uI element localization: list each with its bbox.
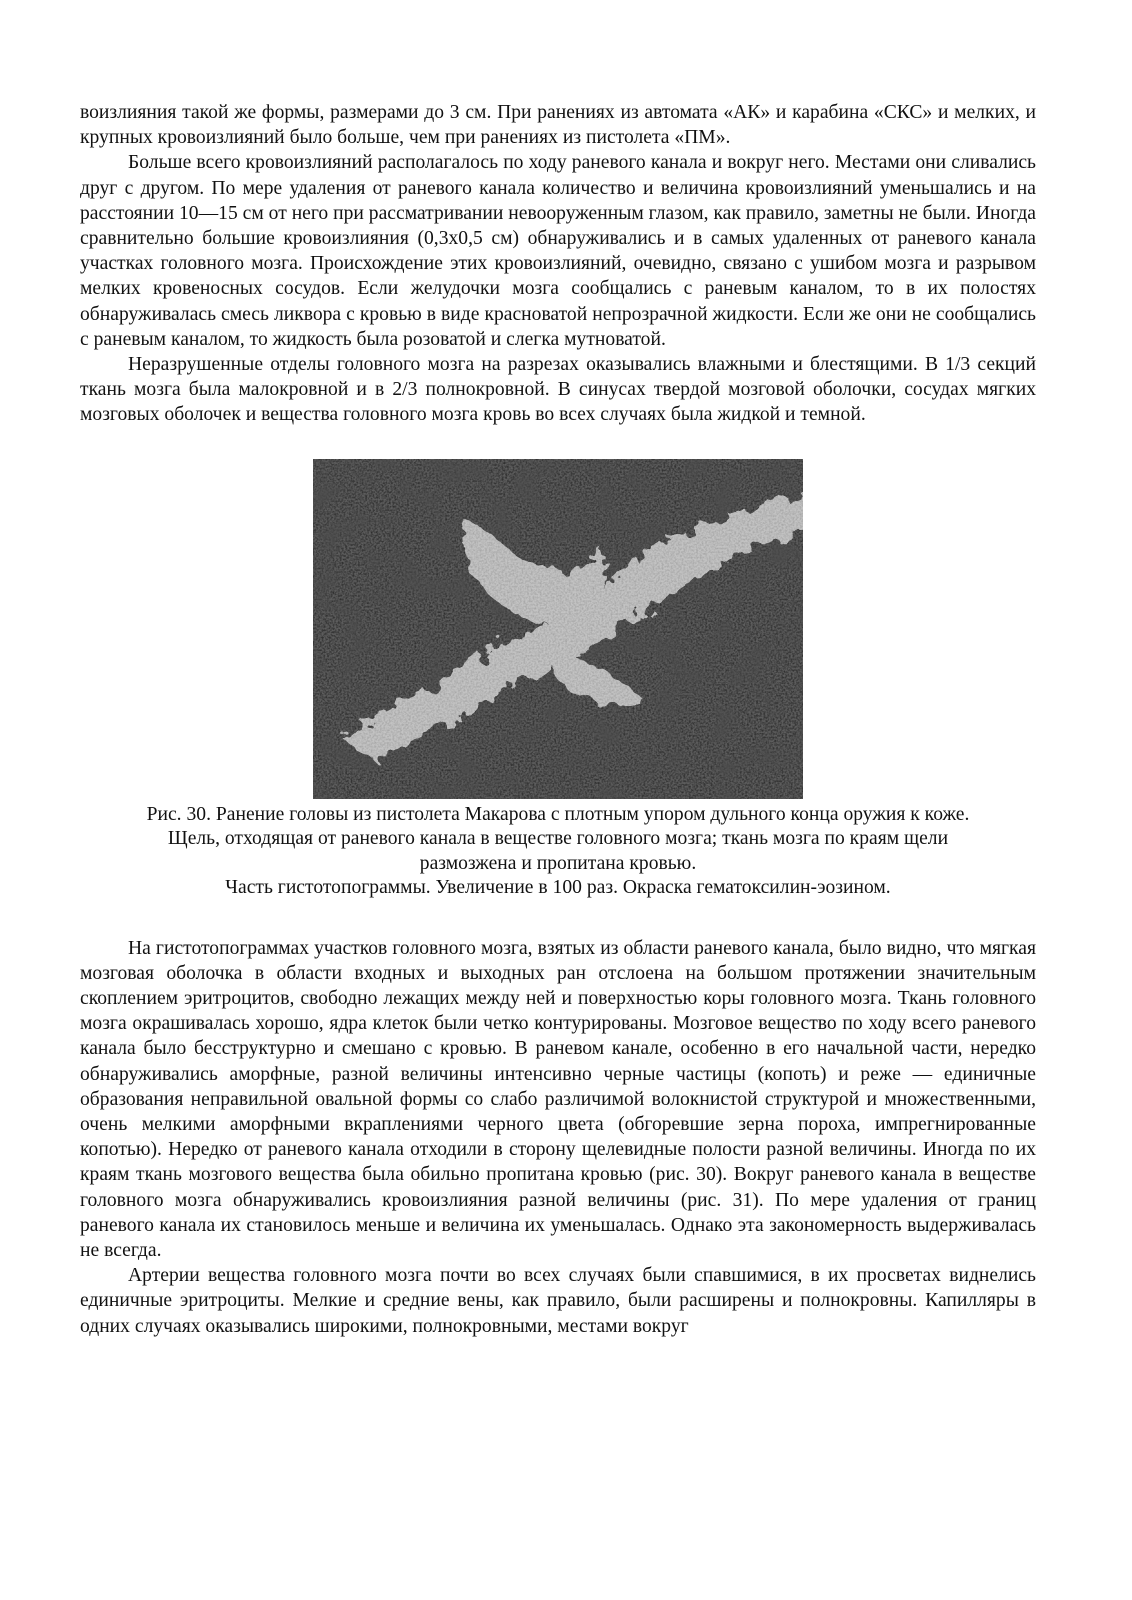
paragraph: Артерии вещества головного мозга почти во всех случаях были спавшимися, в их просветах виднелись единичные эритроциты. Мелкие и средние вены, как правило, были расширены и полнокровны. Капилляры в одних случаях оказывались широкими, полнокровными, местами вокруг <box>80 1265 1036 1337</box>
spacer <box>80 901 1036 936</box>
paragraph: Больше всего кровоизлияний располагалось по ходу раневого канала и вокруг него. Местами они сливались друг с другом. По мере удаления от раневого канала количество и величина кровоизлияний уменьшались и на расстоянии 10—15 см от него при рассматривании невооруженным глазом, как правило, заметны не были. Иногда сравнительно большие кровоизлияния (0,3х0,5 см) обнаруживались и в самых удаленных от раневого канала участках головного мозга. Происхождение этих кровоизлияний, очевидно, связано с ушибом мозга и разрывом мелких кровеносных сосудов. Если желудочки мозга сообщались с раневым каналом, то в их полостях обнаруживалась смесь ликвора с кровью в виде красноватой непрозрачной жидкости. Если же они не сообщались с раневым каналом, то жидкость была розоватой и слегка мутноватой. <box>80 152 1036 350</box>
paragraph: воизлияния такой же формы, размерами до 3 см. При ранениях из автомата «АК» и карабина «СКС» и мелких, и крупных кровоизлияний было больше, чем при ранениях из пистолета «ПМ». <box>80 102 1036 149</box>
caption-line: Рис. 30. Ранение головы из пистолета Макарова с плотным упором дульного конца оружия к коже. <box>146 803 970 825</box>
paragraph: На гистотопограммах участков головного мозга, взятых из области раневого канала, было видно, что мягкая мозговая оболочка в области входных и выходных ран отслоена на большом протяжении значительным скоплением эритроцитов, свободно лежащих между ней и поверхностью коры головного мозга. Ткань головного мозга окрашивалась хорошо, ядра клеток были четко контурированы. Мозговое вещество по ходу всего раневого канала было бесструктурно и смешано с кровью. В раневом канале, особенно в его начальной части, нередко обнаруживались аморфные, разной величины интенсивно черные частицы (копоть) и реже — единичные образования неправильной овальной формы со слабо различимой волокнистой структурой и множественными, очень мелкими аморфными вкраплениями черного цвета (обгоревшие зерна пороха, импрегнированные копотью). Нередко от раневого канала отходили в сторону щелевидные полости разной величины. Иногда по их краям ткань мозгового вещества была обильно пропитана кровью (рис. 30). Вокруг раневого канала в веществе головного мозга обнаруживались кровоизлияния разной величины (рис. 31). По мере удаления от границ раневого канала их становилось меньше и величина их уменьшалась. Однако эта закономерность выдерживалась не всегда. <box>80 937 1036 1262</box>
page-body <box>80 100 1036 1339</box>
figure-30 <box>146 459 970 901</box>
caption-line: Щель, отходящая от раневого канала в веществе головного мозга; ткань мозга по краям щели размозжена и пропитана кровью. <box>167 828 949 874</box>
caption-line: Часть гистотопограммы. Увеличение в 100 раз. Окраска гематоксилин-эозином. <box>225 877 891 899</box>
histotopogram-photo <box>313 459 803 799</box>
figure-caption <box>80 803 1036 901</box>
paragraph: Неразрушенные отделы головного мозга на разрезах оказывались влажными и блестящими. В 1/3 секций ткань мозга была малокровной и в 2/3 полнокровной. В синусах твердой мозговой оболочки, сосудах мягких мозговых оболочек и вещества головного мозга кровь во всех случаях была жидкой и темной. <box>80 354 1036 426</box>
